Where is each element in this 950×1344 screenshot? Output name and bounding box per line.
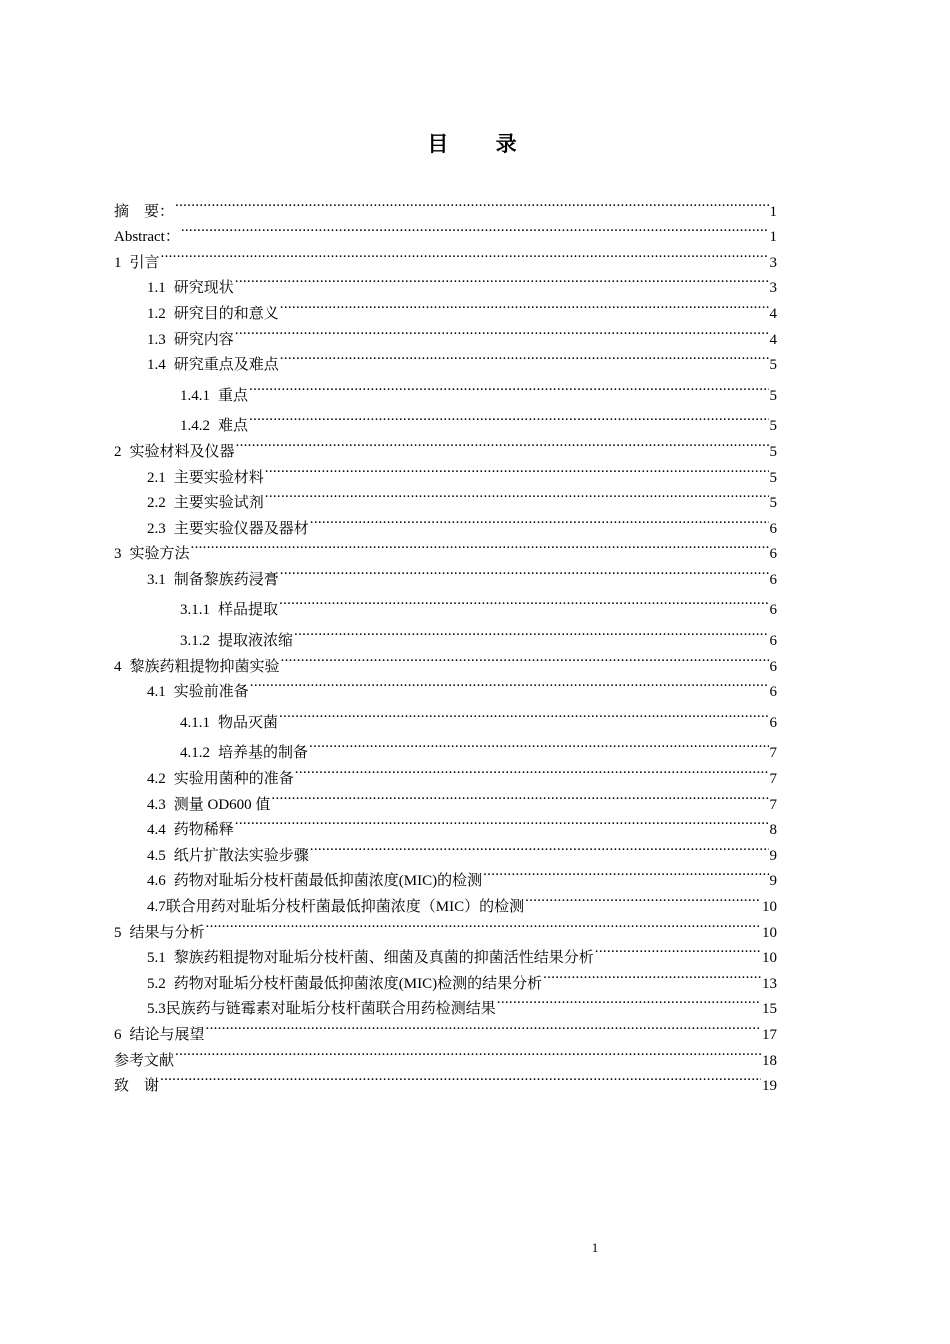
toc-entry-page: 5 (769, 387, 777, 404)
toc-entry-number: 1.4 (147, 357, 166, 374)
toc-entry[interactable] (114, 267, 777, 297)
toc-entry-number: 2.1 (147, 469, 166, 486)
toc-dot-leader (206, 1013, 761, 1039)
toc-entry[interactable] (114, 1039, 777, 1069)
toc-entry-page: 5 (769, 469, 777, 486)
toc-dot-leader (181, 216, 769, 242)
toc-entry-label (147, 491, 264, 517)
toc-entry-page: 13 (762, 975, 777, 992)
toc-entry[interactable] (114, 558, 777, 588)
toc-entry-number: 1.2 (147, 305, 166, 322)
toc-dot-leader (161, 241, 769, 267)
toc-entry-label (180, 708, 278, 738)
toc-entry-page: 5 (769, 443, 777, 460)
toc-dot-leader (279, 696, 768, 726)
toc-entry-label (147, 818, 234, 844)
toc-dot-leader (175, 190, 768, 216)
toc-entry-title: 药物稀释 (173, 822, 234, 839)
toc-entry-page: 6 (769, 714, 777, 731)
toc-entry-page: 17 (762, 1027, 777, 1043)
toc-entry-number: 1.4.2 (180, 418, 210, 435)
toc-entry-page: 7 (769, 796, 777, 813)
toc-dot-leader (206, 911, 761, 937)
toc-entry-label (114, 440, 235, 466)
table-of-contents (114, 190, 777, 1095)
toc-entry[interactable] (114, 533, 777, 563)
toc-entry-label (114, 1074, 159, 1100)
toc-entry-number: 5.1 (147, 950, 166, 967)
toc-entry-title: 制备黎族药浸膏 (173, 571, 279, 588)
toc-entry-page: 1 (769, 229, 777, 246)
toc-dot-leader (271, 783, 768, 809)
toc-entry-title: 测量 OD600 值 (173, 796, 271, 813)
toc-entry-number: 3.1.1 (180, 602, 210, 619)
toc-entry-page: 9 (769, 873, 777, 890)
toc-entry-title: 实验方法 (129, 546, 190, 563)
toc-entry-page: 4 (769, 331, 777, 348)
toc-dot-leader (483, 860, 768, 886)
toc-entry-title: 研究重点及难点 (173, 357, 279, 374)
toc-dot-leader (310, 507, 769, 533)
toc-entry-number: 5 (114, 924, 122, 941)
toc-dot-leader (543, 962, 761, 988)
toc-entry-title: 联合用药对耻垢分枝杆菌最低抑菌浓度（MIC）的检测 (165, 899, 525, 916)
toc-entry-label (147, 844, 309, 870)
toc-entry-number: 4.1.1 (180, 714, 210, 731)
toc-entry-page: 9 (769, 847, 777, 864)
toc-entry-label (147, 568, 279, 594)
toc-entry-page: 3 (769, 280, 777, 297)
toc-dot-leader (497, 988, 761, 1014)
toc-entry-number: 1.3 (147, 331, 166, 348)
toc-entry-label (114, 200, 174, 226)
toc-entry-number: 4.5 (147, 847, 166, 864)
toc-entry-title: 重点 (218, 387, 249, 404)
toc-entry[interactable] (114, 911, 777, 941)
toc-entry-number: 3 (114, 546, 122, 563)
toc-entry-title: Abstract： (114, 229, 180, 246)
toc-entry-number: 1.1 (147, 280, 166, 297)
toc-entry-page: 10 (762, 924, 777, 941)
toc-entry-number: 4.7 (147, 899, 166, 916)
toc-dot-leader (294, 614, 768, 645)
toc-entry-label (114, 251, 160, 277)
toc-entry[interactable] (114, 241, 777, 271)
toc-entry-label (147, 946, 594, 972)
toc-entry-page: 10 (762, 950, 777, 967)
toc-dot-leader (595, 937, 761, 963)
toc-entry-page: 7 (769, 771, 777, 788)
page-title: 目 录 (427, 132, 537, 156)
toc-entry-title: 实验材料及仪器 (129, 443, 235, 460)
toc-entry-title: 物品灭菌 (218, 714, 279, 731)
toc-entry-title: 样品提取 (218, 602, 279, 619)
toc-dot-leader (175, 1039, 761, 1065)
toc-entry-page: 5 (769, 495, 777, 512)
toc-entry-number: 4 (114, 658, 122, 675)
toc-dot-leader (249, 400, 768, 431)
toc-entry-number: 4.2 (147, 771, 166, 788)
toc-dot-leader (265, 456, 769, 482)
toc-entry[interactable] (114, 1013, 777, 1043)
toc-dot-leader (295, 757, 769, 783)
toc-entry-title: 摘 要： (114, 203, 175, 220)
toc-entry-page: 5 (769, 357, 777, 374)
toc-dot-leader (281, 645, 769, 671)
toc-entry-title: 药物对耻垢分枝杆菌最低抑菌浓度(MIC)检测的结果分析 (173, 975, 543, 992)
toc-entry-title: 研究现状 (173, 280, 234, 297)
toc-entry-title: 黎族药粗提物对耻垢分枝杆菌、细菌及真菌的抑菌活性结果分析 (173, 950, 594, 967)
toc-entry-page: 10 (762, 899, 777, 916)
toc-entry-title: 结果与分析 (129, 924, 205, 941)
page-number: 1 (591, 1240, 599, 1255)
toc-dot-leader (280, 344, 769, 370)
toc-entry[interactable] (114, 1065, 777, 1095)
toc-dot-leader (235, 809, 769, 835)
toc-entry-number: 5.3 (147, 1001, 166, 1018)
toc-dot-leader (310, 834, 769, 860)
toc-entry-label (180, 381, 248, 411)
toc-entry-page: 15 (762, 1001, 777, 1018)
toc-entry-number: 4.1 (147, 684, 166, 701)
toc-entry-page: 6 (769, 602, 777, 619)
toc-entry-label (114, 542, 190, 568)
toc-entry-number: 1 (114, 254, 122, 271)
toc-entry-number: 3.1.2 (180, 633, 210, 650)
toc-entry-page: 1 (769, 203, 777, 220)
toc-entry-page: 7 (769, 745, 777, 762)
toc-entry-page: 5 (769, 418, 777, 435)
toc-entry-page: 6 (769, 520, 777, 537)
toc-entry-label (180, 626, 293, 657)
toc-dot-leader (280, 558, 769, 584)
toc-entry-title: 民族药与链霉素对耻垢分枝杆菌联合用药检测结果 (165, 1001, 496, 1018)
toc-entry-number: 2 (114, 443, 122, 460)
toc-entry-title: 黎族药粗提物抑菌实验 (129, 658, 280, 675)
toc-entry-title: 研究内容 (173, 331, 234, 348)
toc-dot-leader (309, 727, 768, 758)
toc-entry-label (147, 466, 264, 492)
toc-entry-page: 8 (769, 822, 777, 839)
toc-entry-page: 6 (769, 546, 777, 563)
toc-entry-page: 3 (769, 254, 777, 271)
toc-entry-page: 19 (762, 1078, 777, 1095)
toc-entry-title: 主要实验仪器及器材 (173, 520, 309, 537)
toc-dot-leader (250, 671, 769, 697)
toc-entry-label (147, 972, 542, 998)
toc-entry-title: 主要实验试剂 (173, 495, 264, 512)
toc-entry-title: 纸片扩散法实验步骤 (173, 847, 309, 864)
toc-entry[interactable] (114, 190, 777, 220)
toc-dot-leader (249, 369, 768, 399)
toc-entry-title: 药物对耻垢分枝杆菌最低抑菌浓度(MIC)的检测 (173, 873, 483, 890)
toc-entry-number: 1.4.1 (180, 387, 210, 404)
toc-entry-label (114, 921, 205, 947)
toc-entry-page: 6 (769, 633, 777, 650)
toc-entry-label (147, 869, 482, 895)
toc-dot-leader (160, 1065, 761, 1091)
toc-entry-title: 引言 (129, 254, 160, 271)
toc-entry-title: 培养基的制备 (218, 745, 309, 762)
toc-entry-title: 参考文献 (114, 1052, 175, 1069)
toc-entry-number: 4.4 (147, 822, 166, 839)
toc-entry-title: 结论与展望 (129, 1027, 205, 1043)
toc-entry-number: 2.3 (147, 520, 166, 537)
toc-entry-page: 6 (769, 658, 777, 675)
toc-dot-leader (236, 430, 769, 456)
toc-dot-leader (235, 267, 769, 293)
toc-entry-number: 3.1 (147, 571, 166, 588)
toc-entry-number: 4.1.2 (180, 745, 210, 762)
toc-entry-label (180, 595, 278, 625)
toc-entry-number: 5.2 (147, 975, 166, 992)
toc-dot-leader (191, 533, 769, 559)
toc-entry-title: 致 谢 (114, 1078, 160, 1095)
toc-entry-number: 4.6 (147, 873, 166, 890)
toc-dot-leader (235, 318, 769, 344)
toc-entry-title: 实验用菌种的准备 (173, 771, 294, 788)
toc-entry-page: 4 (769, 305, 777, 322)
toc-entry-title: 研究目的和意义 (173, 305, 279, 322)
toc-entry-label (180, 738, 308, 769)
toc-entry-label (147, 328, 234, 354)
toc-entry-title: 难点 (218, 418, 249, 435)
toc-entry[interactable] (114, 937, 777, 967)
toc-entry[interactable] (114, 216, 777, 246)
toc-entry-page: 6 (769, 684, 777, 701)
toc-dot-leader (265, 482, 769, 508)
toc-entry-title: 实验前准备 (173, 684, 249, 701)
toc-entry-page: 6 (769, 571, 777, 588)
toc-entry-label (147, 680, 249, 706)
toc-entry-label (147, 276, 234, 302)
toc-entry-number: 2.2 (147, 495, 166, 512)
toc-entry-number: 6 (114, 1027, 122, 1043)
toc-entry-title: 主要实验材料 (173, 469, 264, 486)
toc-entry-page: 18 (762, 1052, 777, 1069)
toc-entry-number: 4.3 (147, 796, 166, 813)
toc-dot-leader (279, 584, 768, 614)
toc-dot-leader (280, 292, 769, 318)
toc-dot-leader (525, 885, 761, 911)
toc-entry-title: 提取液浓缩 (218, 633, 294, 650)
